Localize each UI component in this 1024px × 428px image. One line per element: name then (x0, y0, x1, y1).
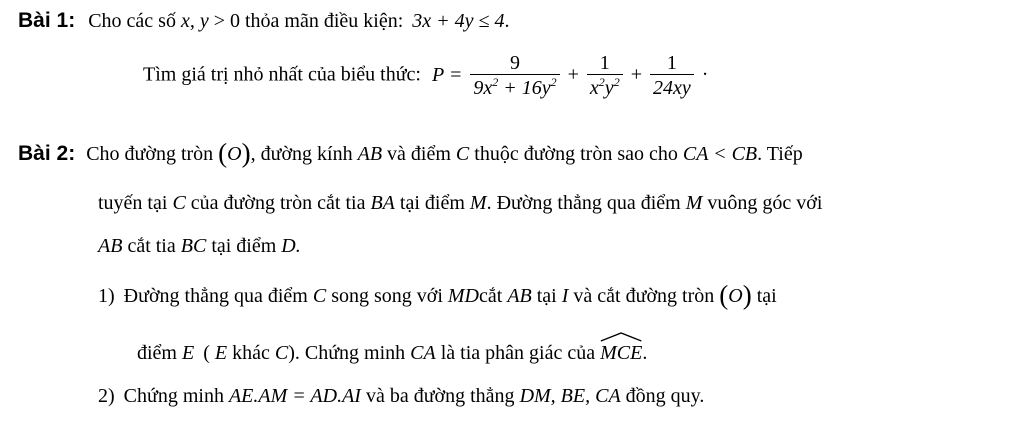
p2-line2 (98, 191, 822, 215)
sub1-b: song song với (331, 285, 443, 307)
ineq-CA-CB: CA < CB (682, 143, 758, 165)
sub1-line1 (98, 280, 777, 310)
p2-l1d: thuộc đường tròn sao cho (474, 143, 678, 165)
seg-AB-3: AB (507, 285, 532, 307)
seg-AB-2: AB (98, 235, 123, 257)
p2-l2a: tuyến tại (98, 192, 168, 214)
paren-open: ( (218, 138, 228, 168)
sub2-lines: DM, BE, CA (519, 385, 621, 407)
ray-BA: BA (370, 192, 395, 214)
p1-cond: 3x + 4y ≤ 4 (412, 10, 505, 32)
angle-MCE (600, 341, 642, 365)
sub1-j: ). Chứng minh (288, 342, 406, 364)
p2-l2e: vuông góc với (707, 192, 823, 214)
frac1-den-a: 9x (473, 77, 493, 99)
plus-2: + (630, 63, 642, 86)
sub2-line (98, 384, 704, 408)
frac2-den-y: y (604, 77, 614, 99)
sub1-c: cắt (479, 285, 503, 307)
circle-O-2: O (728, 285, 743, 307)
point-M-2: M (685, 192, 703, 214)
sub1-g: điểm (137, 342, 177, 364)
p2-l1a: Cho đường tròn (86, 143, 214, 165)
point-C: C (455, 143, 470, 165)
angle-text: MCE (600, 342, 643, 364)
sub1-i: khác (232, 342, 270, 364)
sub1-line2 (137, 341, 647, 365)
p1-line1 (18, 9, 510, 33)
point-C-3: C (312, 285, 327, 307)
point-C-2: C (172, 192, 186, 214)
ray-CA: CA (410, 342, 436, 364)
point-E-2: E (214, 342, 228, 364)
point-C-4: C (274, 342, 289, 364)
sub1-l: . (642, 342, 648, 364)
sub1-f: tại (756, 285, 777, 307)
sub2-a: Chứng minh (123, 385, 224, 407)
paren-open-2: ( (719, 280, 729, 310)
p2-l1c: và điểm (387, 143, 451, 165)
point-E: E (182, 342, 195, 364)
frac1-den (470, 74, 559, 100)
p2-l2b: của đường tròn cắt tia (190, 192, 366, 214)
p2-l3b: tại điểm (211, 235, 277, 257)
p2-l2c: tại điểm (399, 192, 465, 214)
problem2-label: Bài 2: (18, 142, 76, 165)
point-M: M (469, 192, 487, 214)
p1-period: . (504, 10, 510, 32)
point-I: I (561, 285, 569, 307)
frac2-exp-x: 2 (598, 75, 605, 89)
p2-line3 (98, 234, 301, 258)
p2-l3a: cắt tia (127, 235, 176, 257)
seg-MD: MD (447, 285, 479, 307)
frac1-exp-b: 2 (550, 75, 557, 89)
sub2-number: 2) (98, 385, 115, 407)
sub2-equation: AE.AM = AD.AI (228, 385, 361, 407)
p2-l1b: , đường kính (250, 143, 353, 165)
seg-AB: AB (357, 143, 383, 165)
frac1-num: 9 (509, 52, 520, 74)
p1-vars: x, y (180, 10, 209, 32)
circle-O: O (227, 143, 242, 165)
angle-hat (600, 332, 642, 342)
frac3-num: 1 (666, 52, 677, 74)
frac2-num: 1 (599, 52, 610, 74)
paren-close: ) (241, 138, 251, 168)
p1-end-dot: · (701, 63, 709, 86)
sub2-b: và ba đường thẳng (365, 385, 515, 407)
plus-1: + (567, 63, 579, 86)
p2-l2d: . Đường thẳng qua điểm (486, 192, 681, 214)
frac1-den-b: + 16y (498, 77, 551, 99)
ray-BC: BC (180, 235, 207, 257)
p2-l1e: . Tiếp (757, 143, 803, 165)
sub2-c: đồng quy. (625, 385, 705, 407)
frac2-exp-y: 2 (613, 75, 620, 89)
p1-gt0: > 0 (213, 10, 240, 32)
sub1-e: và cắt đường tròn (573, 285, 715, 307)
frac2-den-x: x (589, 77, 599, 99)
sub1-number: 1) (98, 285, 115, 307)
frac3-den: 24xy (650, 74, 694, 100)
frac2-den (587, 74, 623, 100)
frac1-exp-a: 2 (492, 75, 499, 89)
fraction-2 (587, 52, 623, 100)
p1-text: Cho các số (88, 10, 176, 32)
p1-cond-text: thỏa mãn điều kiện: (245, 10, 404, 32)
p2-line1 (18, 138, 803, 168)
sub1-d: tại (536, 285, 557, 307)
sub1-k: là tia phân giác của (440, 342, 596, 364)
fraction-1 (470, 52, 559, 100)
sub1-a: Đường thẳng qua điểm (123, 285, 308, 307)
problem1-label: Bài 1: (18, 9, 76, 32)
fraction-3 (650, 52, 694, 100)
sub1-h: ( (203, 342, 215, 364)
p1-find-text: Tìm giá trị nhỏ nhất của biểu thức: (143, 63, 421, 86)
point-D: D. (281, 235, 301, 257)
p-eq: P = (432, 63, 463, 86)
p1-line2 (143, 52, 708, 100)
paren-close-2: ) (742, 280, 752, 310)
